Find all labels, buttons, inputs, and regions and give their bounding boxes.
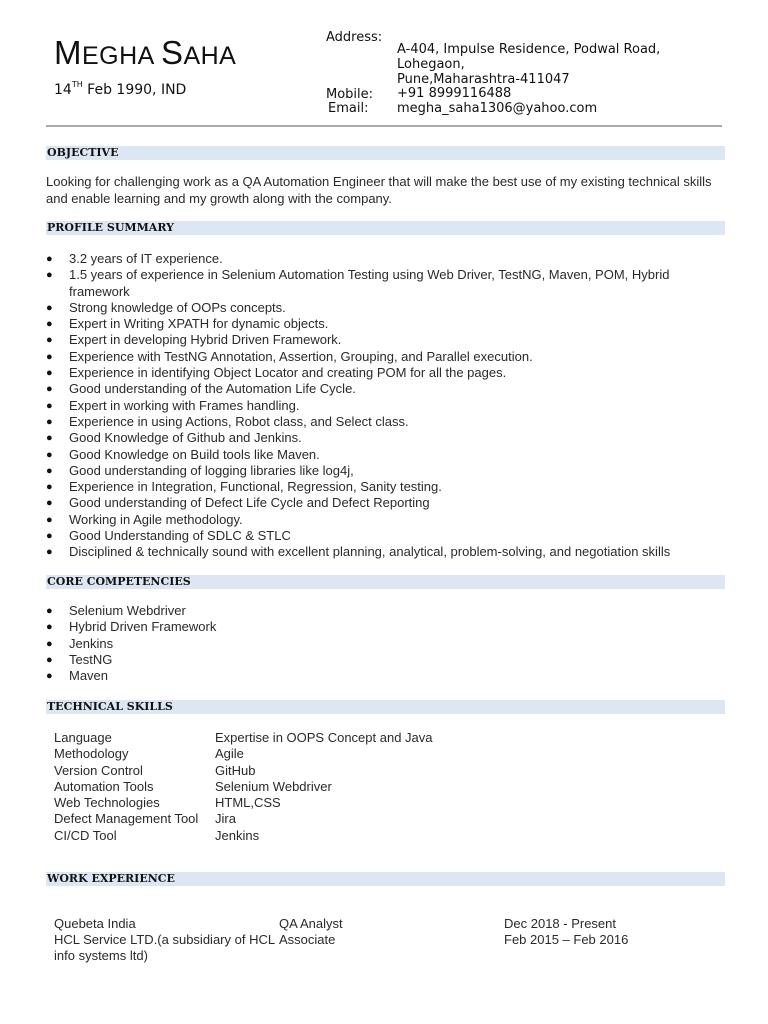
- list-item: ● Expert in developing Hybrid Driven Framework.: [46, 332, 724, 348]
- list-item: ● Good understanding of logging libraries like log4j,: [46, 463, 724, 479]
- email-value: megha_saha1306@yahoo.com: [397, 101, 598, 116]
- list-item: ● Good understanding of Defect Life Cycle and Defect Reporting: [46, 495, 724, 511]
- work-experience-table: [54, 916, 714, 964]
- list-item: ● Good understanding of the Automation Life Cycle.: [46, 381, 724, 397]
- table-row: Language Expertise in OOPS Concept and Java: [54, 730, 433, 745]
- list-item: ● Hybrid Driven Framework: [46, 619, 724, 635]
- header-divider: [46, 125, 722, 127]
- list-item: ● 1.5 years of experience in Selenium Automation Testing using Web Driver, TestNG, Maven, POM, Hybrid framework: [46, 267, 724, 300]
- list-item: ● Experience in Integration, Functional, Regression, Sanity testing.: [46, 479, 724, 495]
- list-item: ● Good Understanding of SDLC & STLC: [46, 528, 724, 544]
- table-row: Version Control GitHub: [54, 762, 256, 778]
- list-item: ● Disciplined & technically sound with excellent planning, analytical, problem-solving, and negotiation skills: [46, 544, 724, 560]
- list-item: ● 3.2 years of IT experience.: [46, 251, 724, 267]
- table-row: Web Technologies HTML,CSS: [54, 795, 281, 811]
- list-item: ● Expert in working with Frames handling.: [46, 398, 724, 414]
- list-item: ● Good Knowledge of Github and Jenkins.: [46, 430, 724, 446]
- mobile-label: Mobile:: [326, 87, 374, 102]
- date-of-birth: 14TH Feb 1990, IND: [54, 80, 187, 98]
- mobile-value: +91 8999116488: [397, 86, 512, 101]
- list-item: ● Selenium Webdriver: [46, 603, 724, 619]
- table-row: Quebeta India QA Analyst Dec 2018 - Present: [54, 916, 617, 931]
- list-item: ● Jenkins: [46, 636, 724, 652]
- address-value: A-404, Impulse Residence, Podwal Road, Lohegaon, Pune,Maharashtra-411047: [397, 42, 661, 87]
- list-item: ● Good Knowledge on Build tools like Maven.: [46, 447, 724, 463]
- work-experience-heading: WORK EXPERIENCE: [46, 872, 725, 886]
- table-row: CI/CD Tool Jenkins: [54, 827, 260, 843]
- candidate-name: MEGHA SAHA: [54, 34, 237, 71]
- list-item: ● Maven: [46, 668, 724, 684]
- address-label: Address:: [326, 30, 383, 45]
- table-row: Methodology Agile: [54, 746, 244, 762]
- objective-heading: OBJECTIVE: [46, 146, 725, 160]
- list-item: ● Experience with TestNG Annotation, Assertion, Grouping, and Parallel execution.: [46, 349, 724, 365]
- technical-skills-heading: TECHNICAL SKILLS: [46, 700, 725, 714]
- profile-summary-heading: PROFILE SUMMARY: [46, 221, 725, 235]
- list-item: ● Expert in Writing XPATH for dynamic objects.: [46, 316, 724, 332]
- core-competencies-heading: CORE COMPETENCIES: [46, 575, 725, 589]
- list-item: ● Experience in using Actions, Robot class, and Select class.: [46, 414, 724, 430]
- profile-summary-list: [46, 251, 724, 561]
- list-item: ● Working in Agile methodology.: [46, 512, 724, 528]
- list-item: ● Experience in identifying Object Locator and creating POM for all the pages.: [46, 365, 724, 381]
- core-competencies-list: [46, 603, 724, 684]
- table-row: Defect Management Tool Jira: [54, 811, 236, 827]
- table-row: HCL Service LTD.(a subsidiary of HCL info systems ltd) Associate Feb 2015 – Feb 2016: [54, 932, 629, 963]
- technical-skills-table: [54, 730, 654, 844]
- list-item: ● Strong knowledge of OOPs concepts.: [46, 300, 724, 316]
- list-item: ● TestNG: [46, 652, 724, 668]
- table-row: Automation Tools Selenium Webdriver: [54, 778, 332, 794]
- objective-text: Looking for challenging work as a QA Automation Engineer that will make the best use of my existing technical skills and enable learning and my growth along with the company.: [46, 174, 712, 206]
- email-label: Email:: [328, 101, 369, 116]
